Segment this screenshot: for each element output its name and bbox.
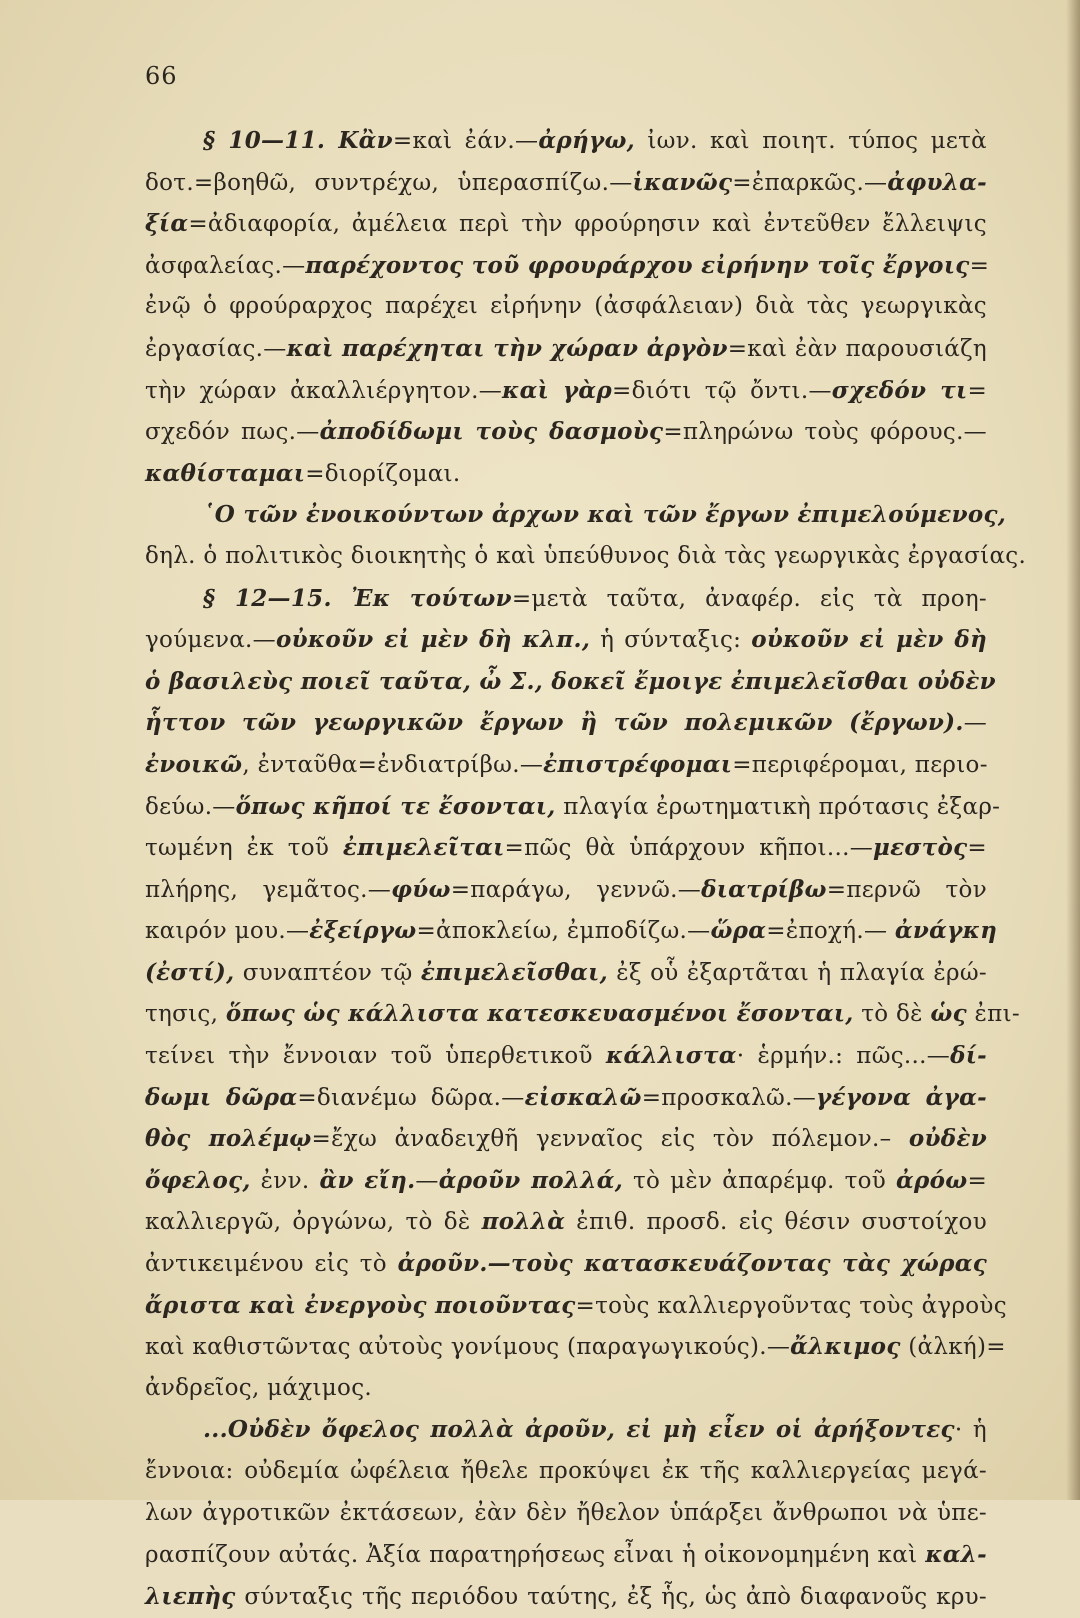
lemma-term: ἐπιμελεῖσθαι, [420,958,608,986]
lemma-term: (ἐστί), [145,958,235,986]
lemma-term: θὸς πολέμῳ [145,1125,312,1153]
lemma-term: οὐκοῦν εἰ μὲν δὴ [751,626,988,654]
lemma-term: ῾Ο τῶν ἐνοικούντων ἀρχων καὶ τῶν ἔργων ἐπιμελούμενος, [203,501,1007,529]
lemma-term: ἐξείργω [309,917,417,945]
gloss-text: , ἐνταῦθα=ἐνδιατρίβω.— [242,751,544,778]
text-line [145,661,996,703]
lemma-term: ἱκανῶς [632,168,733,196]
gloss-text: =παράγω, γεννῶ.— [450,876,702,903]
gloss-text: =ἀποκλείω, ἐμποδίζω.— [416,918,711,945]
text-line [145,120,987,162]
text-line [145,370,987,412]
gloss-text: = [967,377,988,404]
gloss-text: καλλιεργῶ, ὀργώνω, τὸ δὲ [145,1209,482,1236]
gloss-text: ἰων. καὶ ποιητ. τύπος μετὰ [634,128,987,154]
text-line [145,453,987,495]
gloss-text: ἐνν. [250,1167,320,1194]
text-line [145,952,987,994]
gloss-text: ἐπιθ. προσδ. εἰς θέσιν συστοίχου [565,1209,987,1236]
gloss-text: · ἡ [954,1417,987,1444]
text-line [145,1160,987,1202]
lemma-term: § 10—11. Κἂν [203,127,393,154]
text-line [145,494,1007,536]
gloss-text: τὴν χώραν ἀκαλλιέργητον.— [145,377,503,404]
text-line [145,286,987,328]
text-line [145,827,987,869]
gloss-text: ἀνδρεῖος, μάχιμος. [145,1374,372,1401]
text-line [145,869,987,911]
text-line [145,1285,1007,1327]
lemma-term: παρέχοντος τοῦ φρουράρχου εἰρήνην τοῖς ἔργοις [305,251,970,279]
gloss-text: =πληρώνω τοὺς φόρους.— [663,419,987,446]
text-line [145,203,987,245]
gloss-text: = [969,252,990,279]
lemma-term: ὡς [930,1000,967,1028]
gloss-text: · ἑρμήν.: πῶς...— [736,1043,951,1070]
lemma-term: δωμι δῶρα [145,1083,298,1111]
text-line [145,536,1027,578]
lemma-term: ὅπως κῆποί τε ἔσονται, [235,792,556,820]
text-line [145,702,987,744]
gloss-text: ἐργασίας.— [145,335,287,362]
gloss-text: ἐξ οὗ ἐξαρτᾶται ἡ πλαγία ἐρώ- [607,959,987,986]
lemma-term: πολλὰ [481,1208,566,1236]
lemma-term: ἂν εἴη. [319,1166,416,1194]
gloss-text: = [967,1167,988,1194]
gloss-text: τωμένη ἐκ τοῦ [145,835,343,862]
gloss-text: =διότι τῷ ὄντι.— [612,377,832,404]
gloss-text: ἡ σύνταξις: [590,627,752,654]
gloss-text: =διορίζομαι. [305,460,461,487]
lemma-term: ἧττον τῶν γεωργικῶν ἔργων ἢ τῶν πολεμικῶν (ἔργων). [145,709,964,737]
text-line [145,1368,987,1410]
gloss-text: ἐπι- [966,1001,1020,1028]
lemma-term: ἀροῦν.—τοὺς κατασκευάζοντας τὰς χώρας [397,1250,988,1278]
gloss-text: πλήρης, γεμᾶτος.— [145,876,392,903]
gloss-text: =ἐποχή.— [766,918,895,945]
gloss-text: δοτ.=βοηθῶ, συντρέχω, ὑπερασπίζω.— [145,169,633,196]
lemma-term: οὐκοῦν εἰ μὲν δὴ κλπ., [275,626,591,654]
lemma-term: δί- [950,1042,987,1070]
lemma-term: καλ- [925,1541,987,1569]
lemma-term: διατρίβω [701,875,827,903]
gloss-text: — [415,1167,439,1194]
gloss-text: ἀντικειμένου εἰς τὸ [145,1251,398,1278]
gloss-text: τὸ δὲ [853,1001,931,1028]
gloss-text: πλαγία ἐρωτηματικὴ πρότασις ἐξαρ- [555,793,1001,820]
text-line [145,328,987,370]
gloss-text: δηλ. ὁ πολιτικὸς διοικητὴς ὁ καὶ ὑπεύθυνος διὰ τὰς γεωργικὰς ἐργασίας. [145,542,1027,569]
text-line [145,578,987,620]
lemma-term: ὥρα [710,917,767,945]
gloss-text: =μετὰ ταῦτα, ἀναφέρ. εἰς τὰ προη- [511,585,987,612]
lemma-term: σχεδόν τι [831,376,968,404]
lemma-term: ἀρόω [896,1166,968,1194]
gloss-text: =καὶ ἐὰν παρουσιάζη [727,335,987,362]
gloss-text: =ἐπαρκῶς.— [732,169,888,196]
lemma-term: ξία [145,210,189,238]
text-line [145,1409,987,1451]
gloss-text: τείνει τὴν ἔννοιαν τοῦ ὑπερθετικοῦ [145,1043,606,1070]
lemma-term: καὶ γὰρ [502,376,613,404]
gloss-text: =ἀδιαφορία, ἀμέλεια περὶ τὴν φρούρησιν καὶ ἐντεῦθεν ἔλλειψις [188,211,987,238]
text-line [145,1493,987,1535]
lemma-term: ἀροῦν πολλά, [438,1166,624,1194]
lemma-term: ἀρήγω, [538,127,635,154]
text-line [145,1077,987,1119]
lemma-term: λιεπὴς [145,1582,236,1610]
gloss-text: — [963,710,987,737]
lemma-term: ἀποδίδωμι τοὺς δασμοὺς [319,418,664,446]
lemma-term: ἐνοικῶ [145,750,243,778]
lemma-term: κάλλιστα [605,1042,737,1070]
gloss-text: καὶ καθιστῶντας αὐτοὺς γονίμους (παραγωγικούς).— [145,1334,791,1361]
gloss-text: =καὶ ἐάν.— [392,128,539,154]
lemma-term: ἐπιστρέφομαι [543,750,733,778]
lemma-term: φύω [391,875,451,903]
lemma-term: ἀφυλα- [887,168,987,196]
commentary-text [145,120,1027,1617]
text-line [145,910,998,952]
gloss-text: =τοὺς καλλιεργοῦντας τοὺς ἀγροὺς [575,1292,1007,1319]
gloss-text: λων ἀγροτικῶν ἐκτάσεων, ἐὰν δὲν ἤθελον ὑπάρξει ἄνθρωποι νὰ ὑπε- [145,1499,987,1526]
text-line [145,619,987,661]
gloss-text: συναπτέον τῷ [234,959,421,986]
text-line [145,1201,987,1243]
gloss-text: τὸ μὲν ἀπαρέμφ. τοῦ [623,1167,896,1194]
gloss-text: καιρόν μου.— [145,918,310,945]
lemma-term: ἐπιμελεῖται [342,834,505,862]
text-line [145,162,987,204]
lemma-term: καθίσταμαι [145,459,306,487]
gloss-text: =ἔχω ἀναδειχθῆ γενναῖος εἰς τὸν πόλεμον.– [311,1126,909,1153]
gloss-text: = [967,835,987,862]
lemma-term: ὅπως ὡς κάλλιστα κατεσκευασμένοι ἔσονται, [225,1000,854,1028]
gloss-text: δεύω.— [145,793,236,820]
gloss-text: (ἀλκή)= [900,1334,1006,1361]
text-line [145,1534,987,1576]
gloss-text: σύνταξις τῆς περιόδου ταύτης, ἐξ ἧς, ὡς ἀπὸ διαφανοῦς κρυ- [235,1583,987,1610]
gloss-text: =περνῶ τὸν [826,876,987,903]
gloss-text: τησις, [145,1001,226,1028]
lemma-term: εἰσκαλῶ [524,1083,642,1111]
lemma-term: καὶ παρέχηται τὴν χώραν ἀργὸν [286,334,728,362]
lemma-term: § 12—15. Ἐκ τούτων [203,584,512,612]
text-line [145,1451,987,1493]
page-number: 66 [145,62,178,90]
gloss-text: ἔννοια: οὐδεμία ὠφέλεια ἤθελε προκύψει ἐκ τῆς καλλιεργείας μεγά- [145,1458,987,1484]
lemma-term: ὁ βασιλεὺς ποιεῖ ταῦτα, ὦ Σ., δοκεῖ ἔμοιγε ἐπιμελεῖσθαι οὐδὲν [145,667,996,695]
text-line [145,1576,987,1618]
lemma-term: μεστὸς [873,834,968,862]
text-line [145,993,1020,1035]
gloss-text: =διανέμω δῶρα.— [297,1084,525,1111]
gloss-text: σχεδόν πως.— [145,419,320,446]
gloss-text: γούμενα.— [145,627,276,654]
lemma-term: ἄριστα καὶ ἐνεργοὺς ποιοῦντας [145,1291,576,1319]
text-line [145,411,987,453]
lemma-term: ἀνάγκη [894,917,998,945]
text-line [145,786,1001,828]
lemma-term: ...Οὐδὲν ὄφελος πολλὰ ἀροῦν, εἰ μὴ εἶεν οἱ ἀρήξοντες [203,1416,955,1444]
text-line [145,1035,987,1077]
gloss-text: =προσκαλῶ.— [641,1084,817,1111]
text-line [145,1326,1006,1368]
gloss-text: ρασπίζουν αὐτάς. Ἀξία παρατηρήσεως εἶναι ἡ οἰκονομημένη καὶ [145,1542,926,1569]
page-edge-shadow [1066,0,1080,1500]
text-line [145,744,987,786]
lemma-term: οὐδὲν [908,1125,987,1153]
text-line [145,1243,987,1285]
gloss-text: =πῶς θὰ ὑπάρχουν κῆποι...— [504,835,874,862]
gloss-text: ἐνῷ ὁ φρούραρχος παρέχει εἰρήνην (ἀσφάλειαν) διὰ τὰς γεωργικὰς [145,293,987,320]
lemma-term: ὄφελος, [145,1166,251,1194]
gloss-text: =περιφέρομαι, περιο- [732,751,988,778]
text-line [145,245,990,287]
lemma-term: ἄλκιμος [790,1333,901,1361]
gloss-text: ἀσφαλείας.— [145,252,306,279]
text-line [145,1118,987,1160]
lemma-term: γέγονα ἀγα- [816,1083,987,1111]
